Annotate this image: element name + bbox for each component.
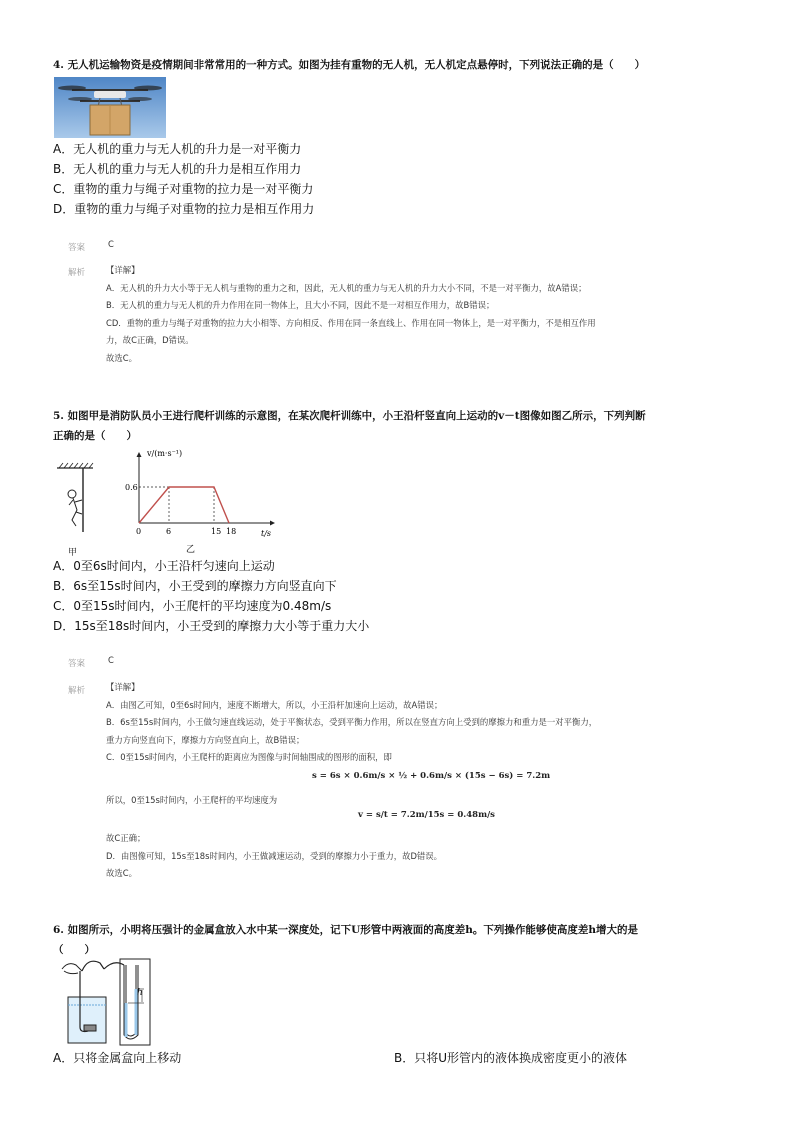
q5-analysis-line: 所以，0至15s时间内，小王爬杆的平均速度为 <box>106 795 278 805</box>
q4-analysis-line: A．无人机的升力大小等于无人机与重物的重力之和，因此，无人机的重力与无人机的升力大小不同，不是一对平衡力，故A错误； <box>106 282 587 293</box>
q4-analysis-line: 力，故C正确，D错误。 <box>106 335 194 345</box>
y-axis-label: v/(m·s⁻¹) <box>147 449 183 458</box>
q4-options <box>53 139 314 219</box>
x-axis-label: t/s <box>261 529 272 538</box>
q4-answer-label: 答案 <box>68 243 86 253</box>
q4-analysis-line: CD．重物的重力与绳子对重物的拉力大小相等、方向相反、作用在同一条直线上、作用在同一物体上，是一对平衡力，不是相互作用 <box>106 317 596 328</box>
h-label: h <box>137 988 143 998</box>
q5-option-c[interactable]: C．0至15s时间内，小王爬杆的平均速度为0.48m/s <box>53 599 332 613</box>
q5-analysis-line: C．0至15s时间内，小王爬杆的距离应为图像与时间轴围成的图形的面积，即 <box>106 752 392 762</box>
q4-analysis <box>106 262 756 367</box>
vt-chart <box>125 447 285 545</box>
x-tick-label: 0 <box>136 527 142 536</box>
q5-answer: C <box>108 655 114 665</box>
q4-option-c[interactable]: C．重物的重力与绳子对重物的拉力是一对平衡力 <box>53 182 314 196</box>
q6-title <box>53 920 753 960</box>
q5-answer-label: 答案 <box>68 659 86 669</box>
fig-jia-label: 甲 <box>68 548 78 558</box>
q5-title-line2: 正确的是（ ） <box>53 430 137 442</box>
q4-option-a[interactable]: A．无人机的重力与无人机的升力是一对平衡力 <box>53 142 302 156</box>
pressure-gauge-figure <box>58 957 158 1047</box>
q6-title-line1: 6. 如图所示，小明将压强计的金属盒放入水中某一深度处，记下U形管中两液面的高度差h。下列操作能够使高度差h增大的是 <box>53 924 639 936</box>
q5-title-line1: 5. 如图甲是消防队员小王进行爬杆训练的示意图，在某次爬杆训练中，小王沿杆竖直向上运动的v－t图像如图乙所示，下列判断 <box>53 410 646 422</box>
q5-analysis-label: 解析 <box>68 686 86 696</box>
q5-analysis-line: B．6s至15s时间内，小王做匀速直线运动，处于平衡状态，受到平衡力作用，所以在竖直方向上受到的摩擦力和重力是一对平衡力， <box>106 717 598 727</box>
q4-option-b[interactable]: B．无人机的重力与无人机的升力是相互作用力 <box>53 162 302 176</box>
y-tick-label: 0.6 <box>125 483 138 492</box>
x-tick-label: 15 <box>211 527 222 536</box>
fig-yi-label: 乙 <box>186 545 196 555</box>
q5-analysis-line: D．由图像可知，15s至18s时间内，小王做减速运动，受到的摩擦力小于重力，故D错误。 <box>106 850 443 861</box>
formula-velocity: v = s/t = 7.2m/15s = 0.48m/s <box>358 810 495 820</box>
q5-option-b[interactable]: B．6s至15s时间内，小王受到的摩擦力方向竖直向下 <box>53 579 337 593</box>
q4-analysis-line: 故选C。 <box>106 352 137 363</box>
series-line <box>139 487 229 523</box>
q5-options <box>53 556 369 636</box>
q5-option-a[interactable]: A．0至6s时间内，小王沿杆匀速向上运动 <box>53 559 275 573</box>
y-axis-arrow <box>137 452 142 457</box>
q6-option-a[interactable]: A．只将金属盒向上移动 <box>53 1051 182 1065</box>
q4-analysis-line: B．无人机的重力与无人机的升力作用在同一物体上，且大小不同，因此不是一对相互作用力，故B错误； <box>106 300 495 310</box>
q6-option-b[interactable]: B．只将U形管内的液体换成密度更小的液体 <box>394 1051 628 1065</box>
q5-analysis-line: 【详解】 <box>106 682 140 692</box>
x-tick-label: 6 <box>166 527 172 536</box>
q4-title: 4. 无人机运输物资是疫情期间非常常用的一种方式。如图为挂有重物的无人机，无人机定点悬停时，下列说法正确的是（ ） <box>53 59 646 71</box>
q4-analysis-label: 解析 <box>68 268 86 278</box>
q5-analysis-end <box>106 830 756 883</box>
q5-analysis-line: A．由图乙可知，0至6s时间内，速度不断增大，所以，小王沿杆加速向上运动，故A错误； <box>106 699 443 710</box>
x-tick-label: 18 <box>226 527 237 536</box>
formula-distance: s = 6s × 0.6m/s × ½ + 0.6m/s × (15s − 6s) = 7.2m <box>312 771 551 781</box>
q5-analysis-line: 故选C。 <box>106 868 137 878</box>
q5-option-d[interactable]: D．15s至18s时间内，小王受到的摩擦力大小等于重力大小 <box>53 619 370 633</box>
q4-analysis-line: 【详解】 <box>106 265 140 275</box>
q5-analysis-line: 重力方向竖直向下，摩擦力方向竖直向上，故B错误； <box>106 734 305 745</box>
q6-title-line2: （ ） <box>53 944 95 956</box>
x-axis-arrow <box>270 521 275 526</box>
q5-analysis <box>106 679 756 767</box>
drone-photo <box>54 77 166 138</box>
q4-option-d[interactable]: D．重物的重力与绳子对重物的拉力是相互作用力 <box>53 202 315 216</box>
q5-title <box>53 406 753 446</box>
q4-answer: C <box>108 239 114 249</box>
vt-chart-svg <box>125 447 285 545</box>
q5-analysis-line: 故C正确； <box>106 833 146 843</box>
